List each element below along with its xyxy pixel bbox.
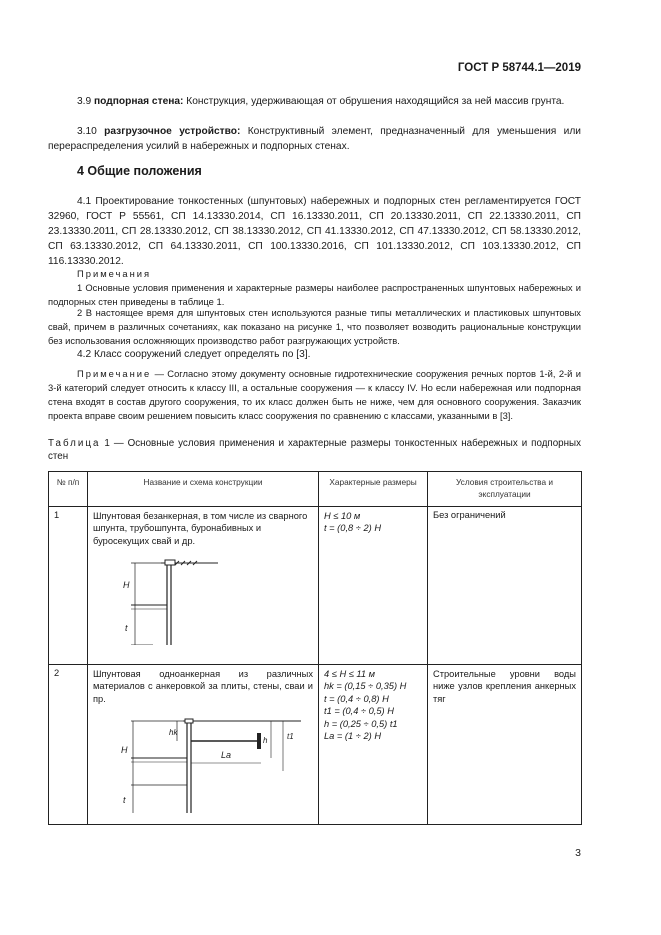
def-term: разгрузочное устройство: [104, 126, 241, 137]
def-number: 3.9 [77, 96, 92, 107]
table-header-row [49, 472, 582, 507]
height-label: H [123, 580, 130, 591]
height-label: H [121, 745, 128, 756]
def-text: Конструкция, удерживающая от обрушения находящийся за ней массив грунта. [183, 96, 565, 107]
row-dims: H ≤ 10 м t = (0,8 ÷ 2) H [319, 507, 428, 665]
notes-heading: Примечания [77, 268, 152, 279]
conditions-table [48, 471, 582, 825]
row-name: Шпунтовая одноанкерная из различных материалов с анкеровкой за плиты, стены, сваи и пр. [93, 669, 313, 704]
row-number: 1 [49, 507, 88, 665]
header-num: № п/п [49, 472, 88, 507]
standard-code: ГОСТ Р 58744.1—2019 [457, 62, 581, 74]
definition-3-9 [48, 94, 581, 109]
def-number: 3.10 [77, 126, 97, 137]
plate-depth-label: t1 [287, 732, 294, 742]
definition-3-10 [48, 124, 581, 154]
depth-label: t [123, 795, 126, 806]
row-number: 2 [49, 665, 88, 825]
header-conditions: Условия строительства и эксплуатации [428, 472, 582, 507]
header-dims: Характерные размеры [319, 472, 428, 507]
def-term: подпорная стена: [94, 96, 184, 107]
section-title: 4 Общие положения [77, 164, 202, 178]
note-class: Примечание — Согласно этому документу основные гидротехнические сооружения речных портов 1-й, 2-й и 3-й категорий следует относить к классу III, а остальные сооружения — к классу IV. Но если набережная или подпорная стена входят в состав другого сооружения, то их класс должен быть не ниже, чем для основного сооружения. Заказчик проекта вправе своим решением повысить класс сооружения по сравнению с классами, указанными в [3]. [48, 368, 581, 421]
page-number: 3 [575, 847, 581, 859]
row-conditions: Строительные уровни воды ниже узлов крепления анкерных тяг [428, 665, 582, 825]
paragraph-4-1: 4.1 Проектирование тонкостенных (шпунтовых) набережных и подпорных стен регламентируется ГОСТ 32960, ГОСТ Р 55561, СП 14.13330.2014, СП 16.13330.2011, СП 20.13330.2011, СП 22.13330.2011, СП 23.13330.2011, СП 28.13330.2012, СП 38.13330.2012, СП 41.13330.2012, СП 47.13330.2012, СП 58.13330.2012, СП 63.13330.2012, СП 64.13330.2011, СП 100.13330.2016, СП 101.13330.2012, СП 103.13330.2012, СП 116.13330.2012. [48, 196, 581, 267]
row-name: Шпунтовая безанкерная, в том числе из сварного шпунта, трубошпунта, буронабивных и буросекущих свай и др. [93, 511, 308, 546]
table-caption: Таблица 1 — Основные условия применения и характерные размеры тонкостенных набережных и подпорных стен [48, 438, 581, 462]
depth-label: t [125, 623, 128, 634]
anchored-wall-diagram [111, 713, 311, 813]
plate-height-label: h [263, 736, 268, 746]
row-dims: 4 ≤ H ≤ 11 м hk = (0,15 ÷ 0,35) H t = (0,4 ÷ 0,8) H t1 = (0,4 ÷ 0,5) H h = (0,25 ÷ 0,5) t1 La = (1 ÷ 2) H [319, 665, 428, 825]
table-row [49, 507, 582, 665]
row-name-cell [88, 665, 319, 825]
anchor-depth-label: hk [169, 728, 178, 738]
row-conditions: Без ограничений [428, 507, 582, 665]
table-row [49, 665, 582, 825]
note-2: 2 В настоящее время для шпунтовых стен используются разные типы металлических и пластиковых шпунтовых свай, причем в различных сочетаниях, как показано на рисунке 1, что позволяет возводить рациональные конструкции без использования осложняющих производство работ разгружающих устройств. [48, 307, 581, 346]
row-name-cell [88, 507, 319, 665]
header-name: Название и схема конструкции [88, 472, 319, 507]
def-text: Конструктивный элемент, предназначенный для уменьшения или перераспределения усилий в набережных и подпорных стенах. [48, 126, 581, 152]
paragraph-4-2: 4.2 Класс сооружений следует определять по [3]. [77, 349, 311, 360]
cantilever-wall-diagram [123, 553, 233, 645]
anchor-length-label: La [221, 750, 232, 761]
note-1: 1 Основные условия применения и характерные размеры наиболее распространенных шпунтовых набережных и подпорных стен приведены в таблице 1. [48, 282, 581, 307]
